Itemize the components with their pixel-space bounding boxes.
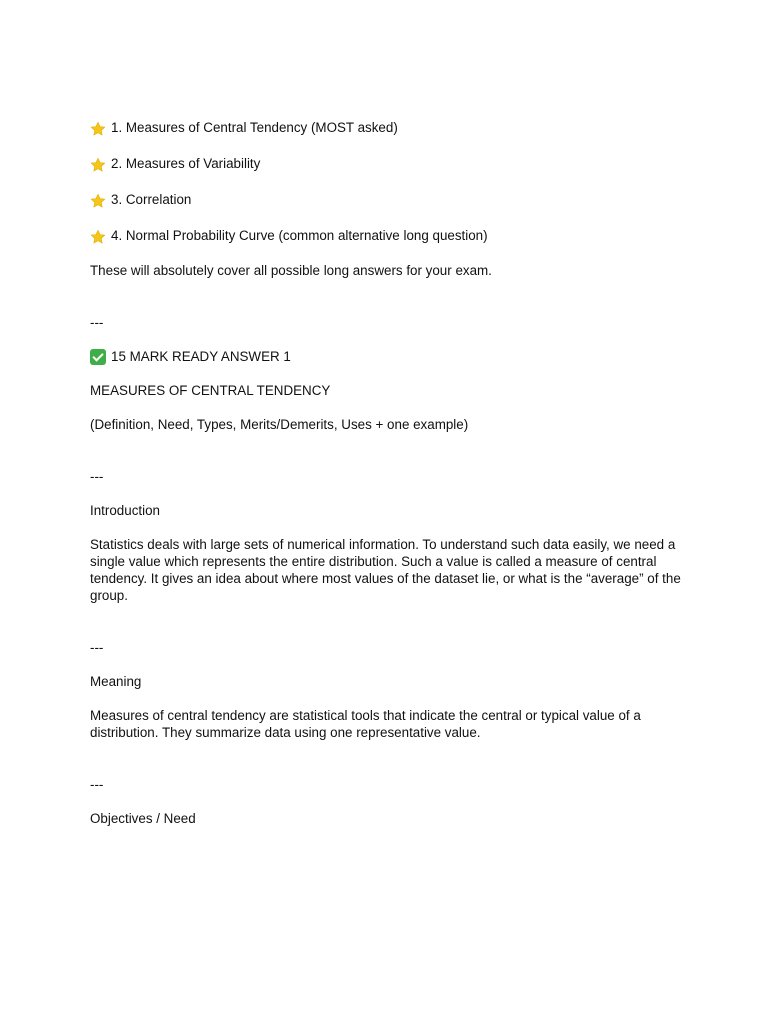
separator: --- [90,777,104,792]
list-item-text: 1. Measures of Central Tendency (MOST asked) [111,120,398,135]
list-item [90,118,690,137]
answer-title: MEASURES OF CENTRAL TENDENCY [90,383,331,398]
section-heading-meaning: Meaning [90,674,142,689]
answer-header-text: 15 MARK READY ANSWER 1 [111,349,291,364]
answer-subtitle: (Definition, Need, Types, Merits/Demerits, Uses + one example) [90,417,469,432]
star-icon [90,121,106,137]
list-summary: These will absolutely cover all possible long answers for your exam. [90,263,492,278]
section-heading-objectives: Objectives / Need [90,811,196,826]
section-body-meaning: Measures of central tendency are statistical tools that indicate the central or typical value of a distribution. They summarize data using one representative value. [90,708,641,740]
list-item-text: 2. Measures of Variability [111,156,261,171]
answer-header [90,348,690,365]
section-body-introduction: Statistics deals with large sets of numerical information. To understand such data easily, we need a single value which represents the entire distribution. Such a value is called a measure of central tendency. It gives an idea about where most values of the dataset lie, or what is the “average” of the group. [90,537,681,603]
list-item [90,190,690,209]
separator: --- [90,315,104,330]
separator: --- [90,469,104,484]
list-item-text: 4. Normal Probability Curve (common alternative long question) [111,228,488,243]
list-item-text: 3. Correlation [111,192,192,207]
list-item [90,154,690,173]
document-page [90,118,690,827]
section-heading-introduction: Introduction [90,503,160,518]
star-icon [90,193,106,209]
separator: --- [90,640,104,655]
star-icon [90,157,106,173]
star-icon [90,229,106,245]
check-mark-icon [90,349,106,365]
list-item [90,226,690,245]
